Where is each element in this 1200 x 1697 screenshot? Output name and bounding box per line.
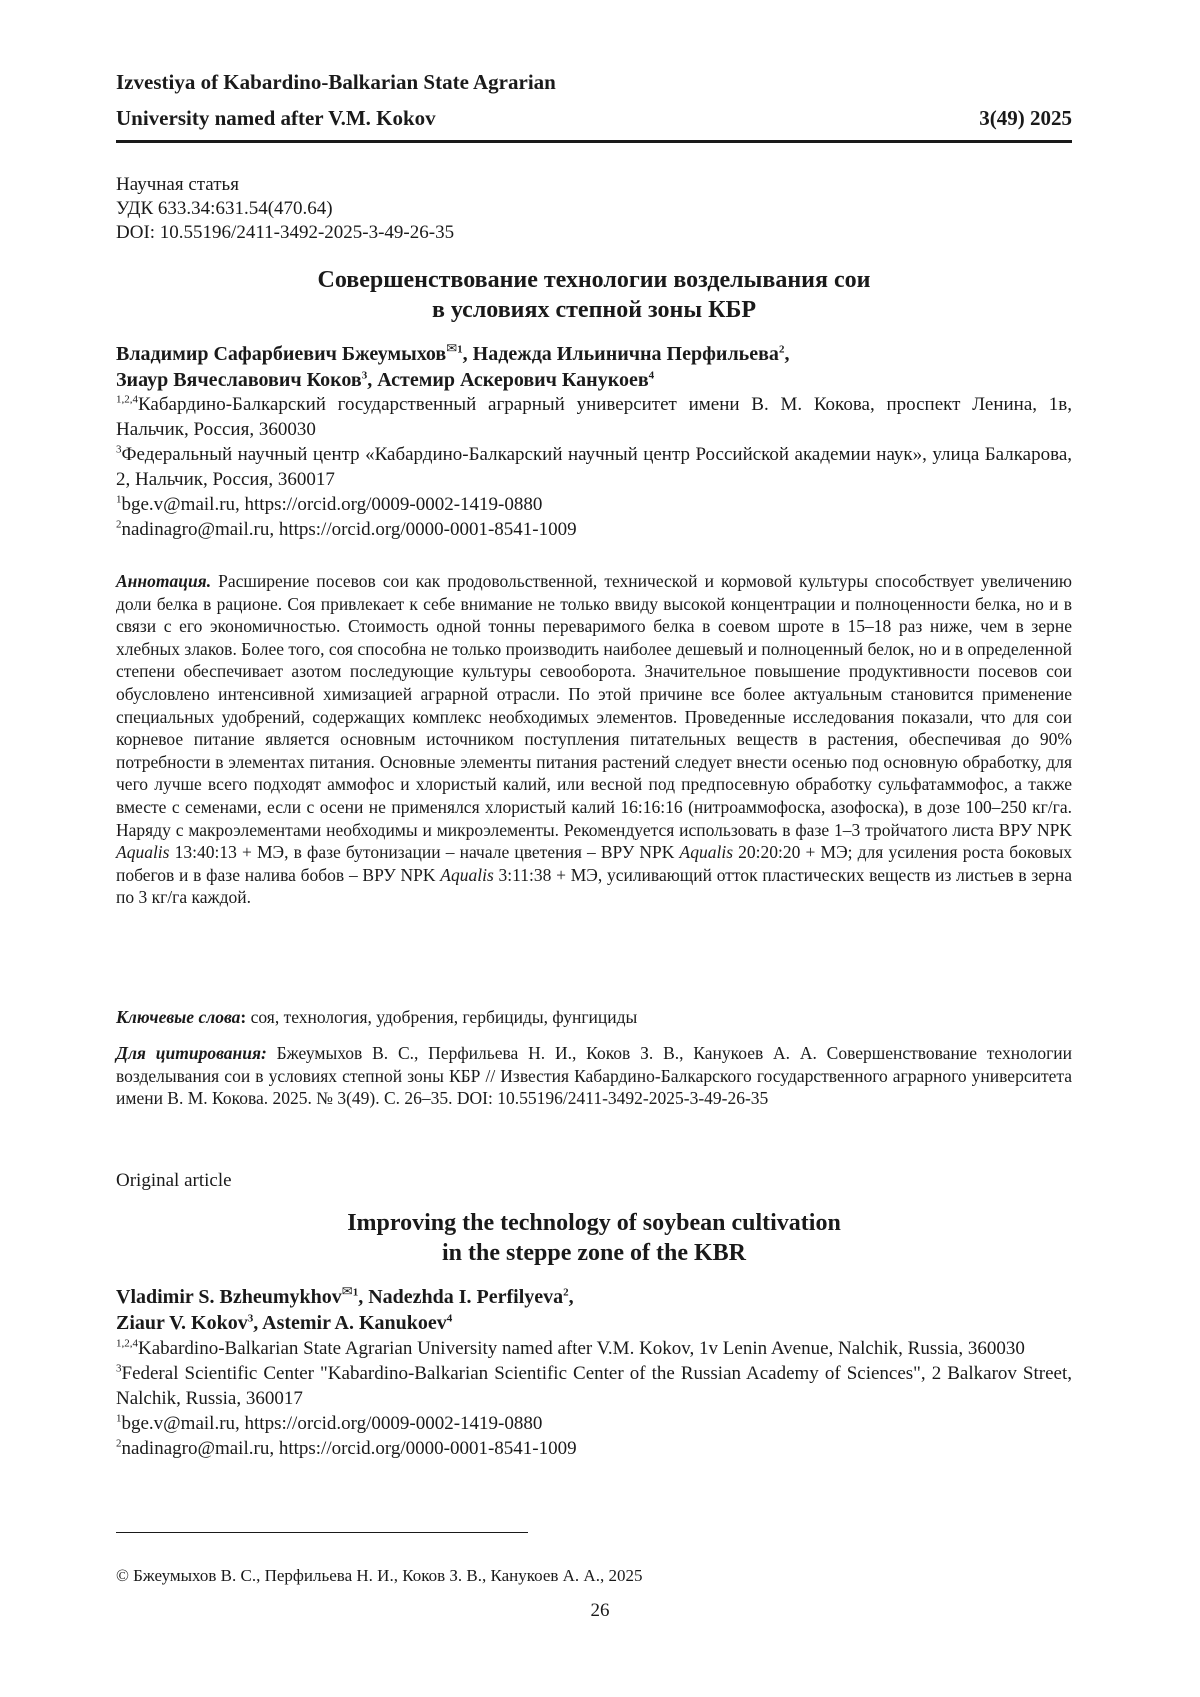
ru-affiliations <box>116 392 1072 542</box>
en-title-line1: Improving the technology of soybean cultivation <box>116 1208 1072 1238</box>
ru-author-sep-3: , <box>367 369 377 391</box>
en-affiliation-2-sup: 3 <box>116 1363 122 1375</box>
en-email-1-sup: 1 <box>116 1413 122 1425</box>
en-author-3: Ziaur V. Kokov <box>116 1312 248 1334</box>
en-author-sep-3: , <box>253 1312 262 1334</box>
journal-name-line2: University named after V.M. Kokov <box>116 106 436 131</box>
en-author-sep-1: , <box>358 1286 368 1308</box>
abstract-text-4: 3:11:38 + МЭ, усиливающий отток пластических веществ из листьев в зерна по 3 кг/га каждой. <box>116 865 1072 908</box>
en-affiliation-2-text: Federal Scientific Center "Kabardino-Balkarian Scientific Center of the Russian Academy of Sciences", 2 Balkarov Street, Nalchik, Russia, 360017 <box>116 1363 1072 1409</box>
ru-author-2: Надежда Ильинична Перфильева <box>473 343 779 365</box>
abstract-text-3: 20:20:20 + МЭ; для усиления роста боковых побегов и в фазе налива бобов – ВРУ NPK <box>116 842 1072 885</box>
ru-title-line1: Совершенствование технологии возделывания сои <box>116 265 1072 295</box>
en-author-sep-2: , <box>569 1286 574 1308</box>
en-email-1 <box>116 1411 1072 1436</box>
keywords-label: Ключевые слова <box>116 1007 240 1027</box>
envelope-icon: ✉ <box>342 1283 353 1298</box>
citation <box>116 1042 1072 1110</box>
article-meta <box>116 173 454 245</box>
en-author-2: Nadezhda I. Perfilyeva <box>368 1286 563 1308</box>
ru-author-4: Астемир Аскерович Канукоев <box>377 369 648 391</box>
ru-email-1-sup: 1 <box>116 494 122 506</box>
article-type-en: Original article <box>116 1170 232 1192</box>
ru-affiliation-1-sup: 1,2,4 <box>116 394 138 406</box>
en-email-2 <box>116 1436 1072 1461</box>
ru-title <box>116 265 1072 325</box>
en-affiliation-1-sup: 1,2,4 <box>116 1338 138 1350</box>
ru-author-4-sup: 4 <box>649 369 655 381</box>
ru-author-1: Владимир Сафарбиевич Бжеумыхов <box>116 343 446 365</box>
ru-affiliation-1 <box>116 392 1072 442</box>
journal-name-line1: Izvestiya of Kabardino-Balkarian State Agrarian <box>116 70 556 95</box>
abstract-label: Аннотация. <box>116 571 211 591</box>
en-author-1: Vladimir S. Bzheumykhov <box>116 1286 342 1308</box>
copyright: © Бжеумыхов В. С., Перфильева Н. И., Коков З. В., Канукоев А. А., 2025 <box>116 1566 642 1586</box>
ru-affiliation-1-text: Кабардино-Балкарский государственный аграрный университет имени В. М. Кокова, проспект Ленина, 1в, Нальчик, Россия, 360030 <box>116 394 1072 440</box>
en-authors-line1 <box>116 1284 1072 1310</box>
ru-email-1-text: bge.v@mail.ru, https://orcid.org/0009-0002-1419-0880 <box>122 494 543 515</box>
article-type-ru: Научная статья <box>116 173 454 197</box>
page-number: 26 <box>0 1600 1200 1622</box>
abstract <box>116 570 1072 909</box>
en-email-1-text: bge.v@mail.ru, https://orcid.org/0009-0002-1419-0880 <box>122 1413 543 1434</box>
doi: DOI: 10.55196/2411-3492-2025-3-49-26-35 <box>116 221 454 245</box>
journal-issue: 3(49) 2025 <box>979 106 1072 131</box>
ru-authors <box>116 341 1072 393</box>
ru-email-2 <box>116 517 1072 542</box>
ru-author-1-sup: 1 <box>457 343 463 355</box>
aqualis-term-1: Aqualis <box>116 842 169 862</box>
ru-affiliation-2-sup: 3 <box>116 444 122 456</box>
ru-email-2-sup: 2 <box>116 519 122 531</box>
en-email-2-sup: 2 <box>116 1438 122 1450</box>
article-page <box>0 0 1200 1697</box>
en-author-2-sup: 2 <box>563 1286 569 1298</box>
en-title-line2: in the steppe zone of the KBR <box>116 1238 1072 1268</box>
ru-email-2-text: nadinagro@mail.ru, https://orcid.org/0000-0001-8541-1009 <box>122 519 577 540</box>
en-authors <box>116 1284 1072 1336</box>
citation-text: Бжеумыхов В. С., Перфильева Н. И., Коков З. В., Канукоев А. А. Совершенствование технологии возделывания сои в условиях степной зоны КБР // Известия Кабардино-Балкарского государственного аграрного университета имени В. М. Кокова. 2025. № 3(49). С. 26–35. DOI: 10.55196/2411-3492-2025-3-49-26-35 <box>116 1043 1072 1108</box>
header-rule <box>116 140 1072 143</box>
ru-authors-line1 <box>116 341 1072 367</box>
citation-label: Для цитирования: <box>116 1043 267 1063</box>
ru-author-2-sup: 2 <box>779 343 785 355</box>
en-authors-line2 <box>116 1310 1072 1336</box>
envelope-icon: ✉ <box>446 340 457 355</box>
ru-email-1 <box>116 492 1072 517</box>
keywords <box>116 1006 1072 1028</box>
ru-author-3: Зиаур Вячеславович Коков <box>116 369 362 391</box>
en-email-2-text: nadinagro@mail.ru, https://orcid.org/0000-0001-8541-1009 <box>122 1438 577 1459</box>
en-author-1-sup: 1 <box>353 1286 359 1298</box>
ru-affiliation-2 <box>116 442 1072 492</box>
ru-author-3-sup: 3 <box>362 369 368 381</box>
ru-author-sep-1: , <box>463 343 473 365</box>
footnote-rule <box>116 1532 528 1533</box>
en-author-3-sup: 3 <box>248 1312 254 1324</box>
udk-code: УДК 633.34:631.54(470.64) <box>116 197 454 221</box>
en-affiliations <box>116 1336 1072 1461</box>
abstract-text-2: 13:40:13 + МЭ, в фазе бутонизации – начале цветения – ВРУ NPK <box>169 842 679 862</box>
ru-affiliation-2-text: Федеральный научный центр «Кабардино-Балкарский научный центр Российской академии наук», улица Балкарова, 2, Нальчик, Россия, 360017 <box>116 444 1072 490</box>
abstract-text-1: Расширение посевов сои как продовольственной, технической и кормовой культуры способствует увеличению доли белка в рационе. Соя привлекает к себе внимание не только ввиду высокой концентрации и полноценности белка, но и в связи с его экономичностью. Стоимость одной тонны переваримого белка в соевом шроте в 15–18 раз ниже, чем в зерне хлебных злаков. Более того, соя способна не только производить наиболее дешевый и полноценный белок, но и в определенной степени обеспечивает азотом последующие культуры севооборота. Значительное повышение продуктивности посевов сои обусловлено интенсивной химизацией аграрной отрасли. По этой причине все более актуальным становится применение специальных удобрений, содержащих комплекс необходимых элементов. Проведенные исследования показали, что для сои корневое питание является основным источником поступления питательных веществ в растения, обеспечивая до 90% потребности в элементах питания. Основные элементы питания растений следует внести осенью под основную обработку, для чего лучше всего подходят аммофос и хлористый калий, или весной под предпосевную обработку сульфатаммофос, а также вместе с семенами, если с осени не применялся хлористый калий 16:16:16 (нитроаммофоска, азофоска), в дозе 100–250 кг/га. Наряду с макроэлементами необходимы и микроэлементы. Рекомендуется использовать в фазе 1–3 тройчатого листа ВРУ NPK <box>116 571 1072 840</box>
en-affiliation-1-text: Kabardino-Balkarian State Agrarian University named after V.M. Kokov, 1v Lenin Avenue, Nalchik, Russia, 360030 <box>138 1338 1025 1359</box>
ru-authors-line2 <box>116 367 1072 393</box>
en-author-4-sup: 4 <box>447 1312 453 1324</box>
keywords-colon: : <box>240 1007 246 1027</box>
en-affiliation-2 <box>116 1361 1072 1411</box>
ru-title-line2: в условиях степной зоны КБР <box>116 295 1072 325</box>
en-affiliation-1 <box>116 1336 1072 1361</box>
keywords-text: соя, технология, удобрения, гербициды, фунгициды <box>246 1007 637 1027</box>
en-title <box>116 1208 1072 1268</box>
ru-author-sep-2: , <box>784 343 789 365</box>
en-author-4: Astemir A. Kanukoev <box>262 1312 447 1334</box>
aqualis-term-3: Aqualis <box>440 865 493 885</box>
aqualis-term-2: Aqualis <box>680 842 733 862</box>
